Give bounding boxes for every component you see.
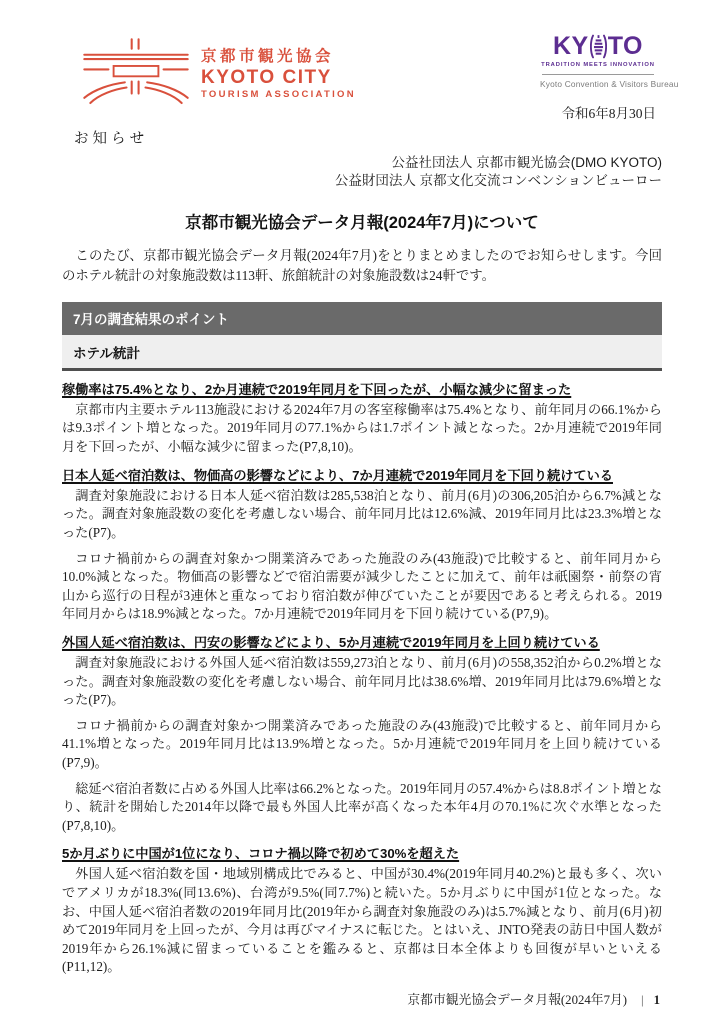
section-heading-occupancy: 稼働率は75.4%となり、2か月連続で2019年同月を下回ったが、小幅な減少に留まった — [62, 381, 572, 397]
kyoto-city-tourism-association-logo — [80, 34, 356, 110]
section-paragraph: コロナ禍前からの調査対象かつ開業済みであった施設のみ(43施設)で比較すると、前年同月から10.0%減となった。物価高の影響などで宿泊需要が減少したことに加えて、前年は祇園祭・前祭の宵山から巡行の日程が3連休と重なっており宿泊数が伸びていたことが要因であると考えられる。2019年同月からは18.9%減となった。7か月連続で2019年同月を下回り続けている(P7,9)。 — [62, 550, 662, 622]
summary-content — [62, 379, 662, 977]
section-heading-china-share: 5か月ぶりに中国が1位になり、コロナ禍以降で初めて30%を超えた — [62, 846, 460, 862]
section-heading-foreign-guests: 外国人延べ宿泊数は、円安の影響などにより、5か月連続で2019年同月を上回り続けている — [62, 634, 600, 650]
document-date: 令和6年8月30日 — [561, 106, 656, 121]
issuing-organizations — [62, 154, 662, 190]
kyoto-wordmark-left: KY — [553, 32, 589, 60]
logo-left-jp-name: 京都市観光協会 — [201, 48, 335, 65]
section-paragraph: 調査対象施設における日本人延べ宿泊数は285,538泊となり、前月(6月)の306,205泊から6.7%減となった。調査対象施設数の変化を考慮しない場合、前年同月比は12.6%減、2019年同月比は23.3%増となった(P7)。 — [62, 487, 662, 540]
section-paragraph: コロナ禍前からの調査対象かつ開業済みであった施設のみ(43施設)で比較すると、前年同月から41.1%増となった。2019年同月比は13.9%増となった。5か月連続で2019年同月を上回り続けている(P7,9)。 — [62, 717, 662, 770]
footer-separator: | — [641, 993, 644, 1007]
kyoto-wordmark-right: TO — [607, 32, 643, 60]
letterhead — [62, 32, 679, 100]
logo-left-text — [201, 34, 356, 100]
kyoto-wordmark — [540, 34, 656, 59]
kyoto-kanji-mark-icon — [80, 34, 192, 110]
logo-right-bureau-name: Kyoto Convention & Visitors Bureau — [540, 79, 679, 89]
section-paragraph: 総延べ宿泊者数に占める外国人比率は66.2%となった。2019年同月の57.4%からは8.8ポイント増となり、統計を開始した2014年以降で最も外国人比率が高くなった本年4月の70.1%に次ぐ水準となった(P7,8,10)。 — [62, 780, 662, 833]
logo-left-en-sub: TOURISM ASSOCIATION — [201, 88, 356, 100]
logo-right-tagline: TRADITION MEETS INNOVATION — [541, 62, 655, 68]
organization-line-1: 公益社団法人 京都市観光協会(DMO KYOTO) — [391, 155, 662, 170]
kyoto-convention-bureau-logo — [540, 32, 679, 89]
section-paragraph: 調査対象施設における外国人延べ宿泊数は559,273泊となり、前月(6月)の558,352泊から0.2%増となった。調査対象施設数の変化を考慮しない場合、前年同月比は38.6%増、2019年同月比は79.6%増となった(P7)。 — [62, 654, 662, 708]
section-paragraph: 京都市内主要ホテル113施設における2024年7月の客室稼働率は75.4%となり、前年同月の66.1%からは9.3ポイント増となった。2019年同月の77.1%からは1.7ポイント減となった。2か月連続で2019年同月を下回ったが、小幅な減少に留まった(P7,8,10)。 — [62, 401, 662, 455]
hotel-statistics-label: ホテル統計 — [62, 335, 662, 371]
page-footer — [407, 989, 660, 1008]
notice-label: お 知 ら せ — [74, 131, 145, 147]
footer-page-number: 1 — [653, 993, 660, 1007]
section-paragraph: 外国人延べ宿泊数を国・地域別構成比でみると、中国が30.4%(2019年同月40.2%)と最も多く、次いでアメリカが18.3%(同13.6%)、台湾が9.5%(同7.7%)と続いた。5か月ぶりに中国が1位となった。なお、中国人延べ宿泊者数の2019年同月比(2019年から調査対象施設のみ)は5.7%減となり、前月(6月)初めて2019年同月を上回ったが、今月は再びマイナスに転じた。とはいえ、JNTO発表の訪日中国人数が2019年から26.1%減に留まっていることを鑑みると、京都は日本全体よりも回復が早いといえる(P11,12)。 — [62, 866, 662, 975]
organization-line-2: 公益財団法人 京都文化交流コンベンションビューロー — [334, 172, 662, 188]
summary-banner: 7月の調査結果のポイント — [62, 302, 662, 335]
section-heading-japanese-guests: 日本人延べ宿泊数は、物価高の影響などにより、7か月連続で2019年同月を下回り続けている — [62, 467, 613, 483]
footer-doc-title: 京都市観光協会データ月報(2024年7月) — [407, 993, 628, 1007]
page-title: 京都市観光協会データ月報(2024年7月)について — [185, 213, 539, 232]
intro-paragraph: このたび、京都市観光協会データ月報(2024年7月)をとりまとめましたのでお知らせします。今回のホテル統計の対象施設数は113軒、旅館統計の対象施設数は24軒です。 — [62, 247, 662, 283]
pagoda-icon — [590, 34, 607, 59]
logo-right-divider — [542, 74, 654, 75]
logo-left-en-name: KYOTO CITY — [201, 67, 332, 88]
